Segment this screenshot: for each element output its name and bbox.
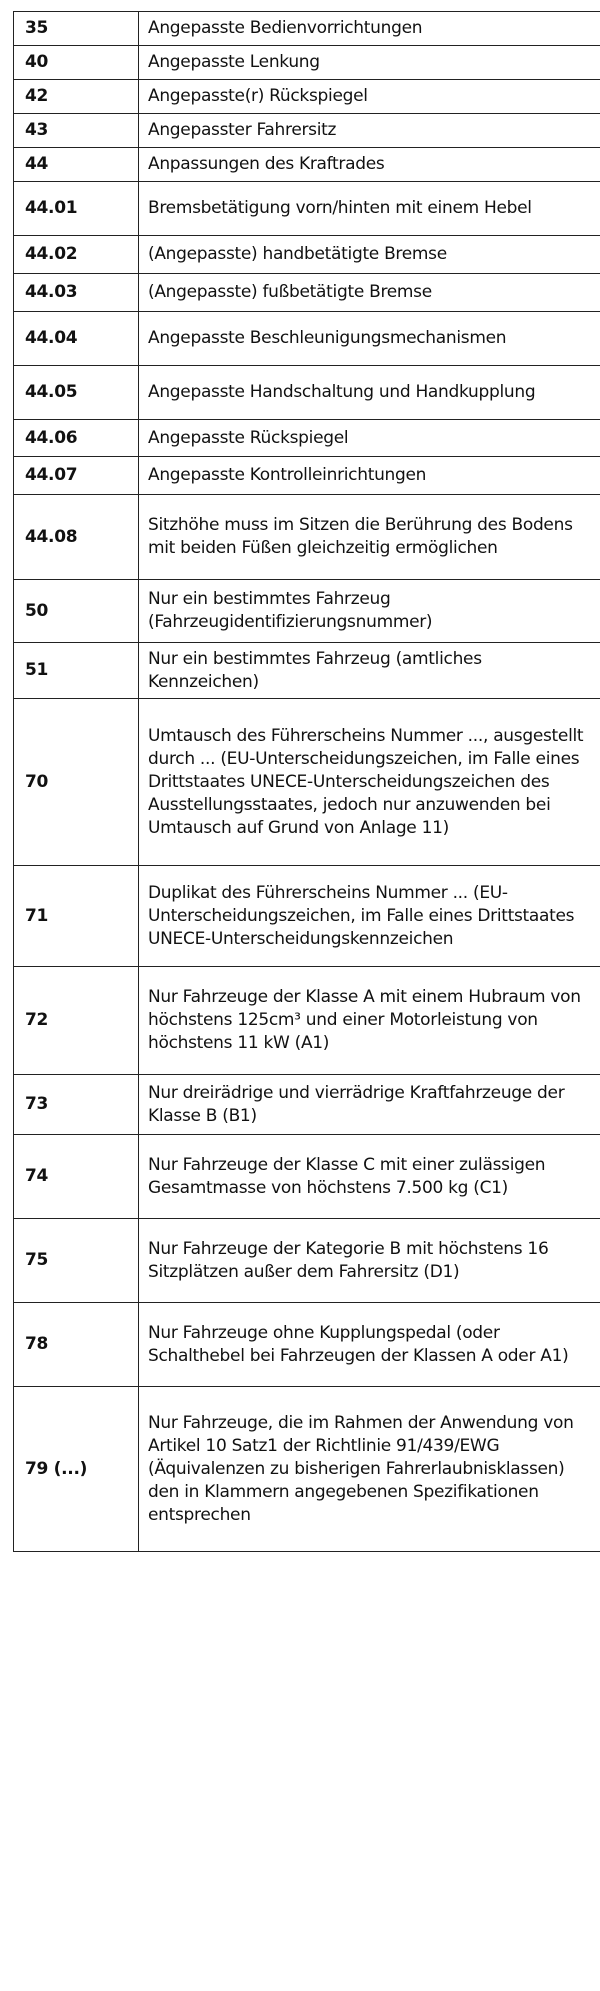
description-cell: Bremsbetätigung vorn/hinten mit einem Hebel	[139, 182, 600, 236]
table-row	[14, 182, 600, 236]
code-cell: 71	[14, 866, 139, 967]
table-row	[14, 312, 600, 366]
code-cell: 44.02	[14, 236, 139, 274]
code-cell: 72	[14, 967, 139, 1075]
table-row	[14, 80, 600, 114]
description-cell: Angepasste Rückspiegel	[139, 420, 600, 457]
table-row	[14, 580, 600, 643]
code-cell: 78	[14, 1303, 139, 1387]
description-cell: (Angepasste) fußbetätigte Bremse	[139, 274, 600, 312]
table-row	[14, 1075, 600, 1135]
code-cell: 42	[14, 80, 139, 114]
code-cell: 40	[14, 46, 139, 80]
description-cell: Nur ein bestimmtes Fahrzeug (amtliches Kennzeichen)	[139, 643, 600, 699]
code-cell: 44.03	[14, 274, 139, 312]
table-row	[14, 1387, 600, 1552]
description-cell: Sitzhöhe muss im Sitzen die Berührung des Bodens mit beiden Füßen gleichzeitig ermöglichen	[139, 495, 600, 580]
table-row	[14, 1135, 600, 1219]
table-row	[14, 643, 600, 699]
table-row	[14, 866, 600, 967]
code-cell: 73	[14, 1075, 139, 1135]
description-cell: Nur Fahrzeuge ohne Kupplungspedal (oder Schalthebel bei Fahrzeugen der Klassen A oder A1)	[139, 1303, 600, 1387]
code-cell: 44.08	[14, 495, 139, 580]
code-cell: 44.04	[14, 312, 139, 366]
table-row	[14, 420, 600, 457]
description-cell: (Angepasste) handbetätigte Bremse	[139, 236, 600, 274]
code-cell: 43	[14, 114, 139, 148]
description-cell: Umtausch des Führerscheins Nummer ..., ausgestellt durch ... (EU-Unterscheidungszeichen, im Falle eines Drittstaates UNECE-Unterscheidungszeichen des Ausstellungsstaates, jedoch nur anzuwenden bei Umtausch auf Grund von Anlage 11)	[139, 699, 600, 866]
table-row	[14, 457, 600, 495]
code-cell: 70	[14, 699, 139, 866]
description-cell: Angepasste Kontrolleinrichtungen	[139, 457, 600, 495]
code-cell: 75	[14, 1219, 139, 1303]
table-row	[14, 495, 600, 580]
description-cell: Duplikat des Führerscheins Nummer ... (EU-Unterscheidungszeichen, im Falle eines Drittstaates UNECE-Unterscheidungskennzeichen	[139, 866, 600, 967]
description-cell: Anpassungen des Kraftrades	[139, 148, 600, 182]
code-cell: 35	[14, 12, 139, 46]
description-cell: Nur Fahrzeuge der Klasse C mit einer zulässigen Gesamtmasse von höchstens 7.500 kg (C1)	[139, 1135, 600, 1219]
code-cell: 50	[14, 580, 139, 643]
table-row	[14, 967, 600, 1075]
description-cell: Angepasste(r) Rückspiegel	[139, 80, 600, 114]
description-cell: Nur Fahrzeuge der Kategorie B mit höchstens 16 Sitzplätzen außer dem Fahrersitz (D1)	[139, 1219, 600, 1303]
description-cell: Angepasste Bedienvorrichtungen	[139, 12, 600, 46]
code-cell: 44.05	[14, 366, 139, 420]
description-cell: Angepasste Lenkung	[139, 46, 600, 80]
description-cell: Nur Fahrzeuge, die im Rahmen der Anwendung von Artikel 10 Satz1 der Richtlinie 91/439/EWG (Äquivalenzen zu bisherigen Fahrerlaubnisklassen) den in Klammern angegebenen Spezifikationen entsprechen	[139, 1387, 600, 1552]
description-cell: Angepasster Fahrersitz	[139, 114, 600, 148]
table-row	[14, 12, 600, 46]
table-row	[14, 148, 600, 182]
code-cell: 74	[14, 1135, 139, 1219]
code-cell: 79 (...)	[14, 1387, 139, 1552]
table-row	[14, 274, 600, 312]
description-cell: Nur ein bestimmtes Fahrzeug (Fahrzeugidentifizierungsnummer)	[139, 580, 600, 643]
code-cell: 44	[14, 148, 139, 182]
description-cell: Angepasste Beschleunigungsmechanismen	[139, 312, 600, 366]
table-row	[14, 1303, 600, 1387]
license-code-table	[13, 11, 600, 1552]
code-cell: 44.06	[14, 420, 139, 457]
table-row	[14, 46, 600, 80]
table-row	[14, 236, 600, 274]
table-row	[14, 114, 600, 148]
table-row	[14, 699, 600, 866]
description-cell: Angepasste Handschaltung und Handkupplung	[139, 366, 600, 420]
code-cell: 44.07	[14, 457, 139, 495]
code-cell: 44.01	[14, 182, 139, 236]
table-row	[14, 366, 600, 420]
table-row	[14, 1219, 600, 1303]
description-cell: Nur dreirädrige und vierrädrige Kraftfahrzeuge der Klasse B (B1)	[139, 1075, 600, 1135]
code-cell: 51	[14, 643, 139, 699]
description-cell: Nur Fahrzeuge der Klasse A mit einem Hubraum von höchstens 125cm³ und einer Motorleistung von höchstens 11 kW (A1)	[139, 967, 600, 1075]
